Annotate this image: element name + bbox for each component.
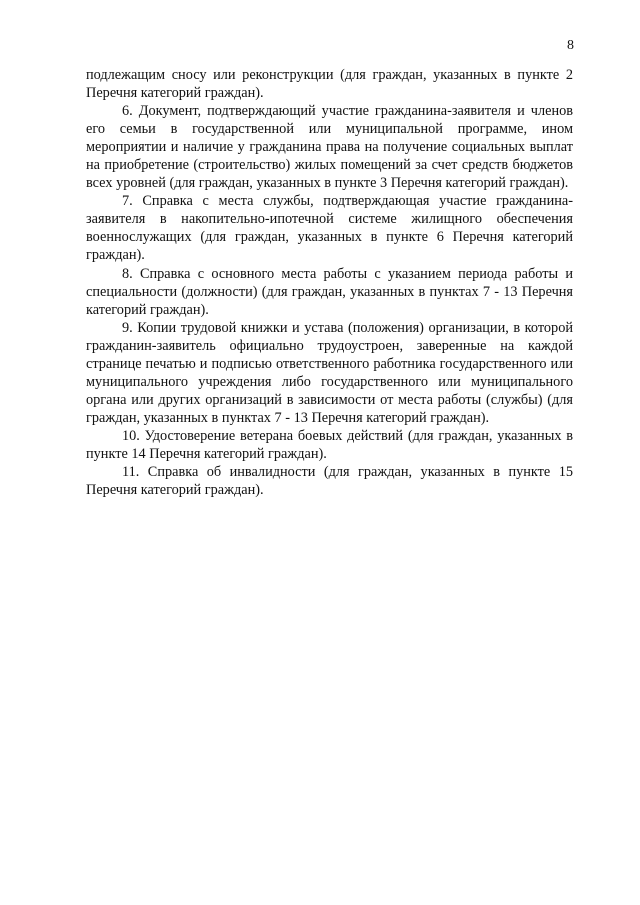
document-body bbox=[86, 66, 573, 499]
paragraph-item-7: 7. Справка с места службы, подтверждающая участие гражданина-заявителя в накопительно-ипотечной системе жилищного обеспечения военнослужащих (для граждан, указанных в пункте 6 Перечня категорий граждан). bbox=[86, 193, 573, 264]
page-number: 8 bbox=[567, 38, 574, 53]
paragraph-item-6: 6. Документ, подтверждающий участие гражданина-заявителя и членов его семьи в государственной или муниципальной программе, ином мероприятии и наличие у гражданина права на получение социальных выплат на приобретение (строительство) жилых помещений за счет средств бюджетов всех уровней (для граждан, указанных в пункте 3 Перечня категорий граждан). bbox=[86, 103, 573, 192]
paragraph-item-11: 11. Справка об инвалидности (для граждан, указанных в пункте 15 Перечня категорий граждан). bbox=[86, 464, 573, 499]
paragraph-item-8: 8. Справка с основного места работы с указанием периода работы и специальности (должности) (для граждан, указанных в пунктах 7 - 13 Перечня категорий граждан). bbox=[86, 265, 573, 318]
paragraph-item-9: 9. Копии трудовой книжки и устава (положения) организации, в которой гражданин-заявитель официально трудоустроен, заверенные на каждой странице печатью и подписью ответственного работника государственного или муниципального учреждения либо государственного или муниципального органа или других организаций в зависимости от места работы (службы) (для граждан, указанных в пунктах 7 - 13 Перечня категорий граждан). bbox=[86, 319, 573, 426]
paragraph-continuation: подлежащим сносу или реконструкции (для граждан, указанных в пункте 2 Перечня категорий граждан). bbox=[86, 67, 573, 102]
paragraph-item-10: 10. Удостоверение ветерана боевых действий (для граждан, указанных в пункте 14 Перечня категорий граждан). bbox=[86, 427, 573, 462]
